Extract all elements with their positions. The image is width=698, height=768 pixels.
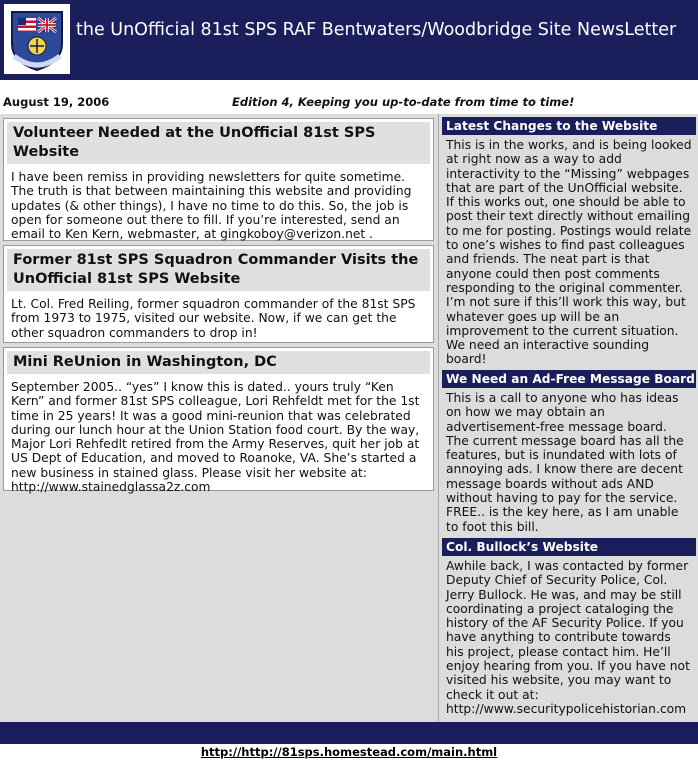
article-body: Lt. Col. Fred Reiling, former squadron commander of the 81st SPS from 1973 to 1975, visited our website. Now, if we can get the other squadron commanders to drop in! [11, 297, 416, 340]
header [0, 0, 698, 80]
dateline [0, 80, 698, 114]
article-body: September 2005.. “yes” I know this is dated.. yours truly “Ken Kern” and former 81st SPS colleague, Lori Rehfeldt met for the 1st time in 25 years! It was a good mini-reunion that was celebrated during our lunch hour at the Union Station food court. By the way, Major Lori Rehfedlt retired from the Army Reserves, quit her job at US Dept of Education, and moved to Roanoke, VA. She’s started a new business in stained glass. Please visit her website at: http://www.stainedglassa2z.com [11, 380, 420, 495]
article-volunteer-needed [3, 118, 434, 241]
sidebar-body-message-board: This is a call to anyone who has ideas on how we may obtain an advertisement-free message board. The current message board has all the features, but is inundated with lots of annoying ads. I know there are decent message boards without ads AND without having to pay for the service. FREE.. is the key here, as I am unable to foot this bill. [446, 391, 684, 534]
edition-tagline: Edition 4, Keeping you up-to-date from time to time! [232, 95, 575, 109]
sidebar-title-latest-changes: Latest Changes to the Website [442, 117, 696, 135]
squadron-emblem-icon [4, 4, 70, 74]
footer-bar [0, 722, 698, 744]
sidebar [438, 114, 698, 722]
sidebar-title-message-board: We Need an Ad-Free Message Board [442, 370, 696, 388]
article-title: Mini ReUnion in Washington, DC [7, 351, 430, 374]
sidebar-body-bullock-website: Awhile back, I was contacted by former Deputy Chief of Security Police, Col. Jerry Bullock. He was, and may be still coordinating a project cataloging the history of the AF Security Police. If you have anything to contribute towards his project, please contact him. He’ll enjoy hearing from you. If you have not visited his website, you may want to check it out at: http://www.securitypolicehistorian.com [446, 559, 690, 716]
article-body: I have been remiss in providing newsletters for quite sometime. The truth is that between maintaining this website and providing updates (& other things), I have no time to do this. So, the job is open for someone out there to fill. If you’re interested, send an email to Ken Kern, webmaster, at gingkoboy@verizon.net . [11, 170, 412, 242]
article-commander-visit [3, 245, 434, 343]
sidebar-title-bullock-website: Col. Bullock’s Website [442, 538, 696, 556]
main-column [0, 114, 438, 722]
article-title: Former 81st SPS Squadron Commander Visits the UnOfficial 81st SPS Website [7, 249, 430, 291]
article-title: Volunteer Needed at the UnOfficial 81st SPS Website [7, 122, 430, 164]
sidebar-body-latest-changes: This is in the works, and is being looked at right now as a way to add interactivity to the “Missing” webpages that are part of the UnOfficial website. If this works out, one should be able to post their text directly without emailing to me for posting. Postings would relate to one’s wishes to find past colleagues and friends. The neat part is that anyone could then post comments responding to the original commenter. I’m not sure if this’ll work this way, but whatever goes up will be an improvement to the current situation. We need an interactive sounding board! [446, 138, 692, 367]
article-mini-reunion [3, 347, 434, 495]
site-title: the UnOfficial 81st SPS RAF Bentwaters/Woodbridge Site NewsLetter [76, 20, 677, 40]
issue-date: August 19, 2006 [3, 95, 110, 109]
footer-homepage-link[interactable]: http://http://81sps.homestead.com/main.html [200, 745, 498, 759]
